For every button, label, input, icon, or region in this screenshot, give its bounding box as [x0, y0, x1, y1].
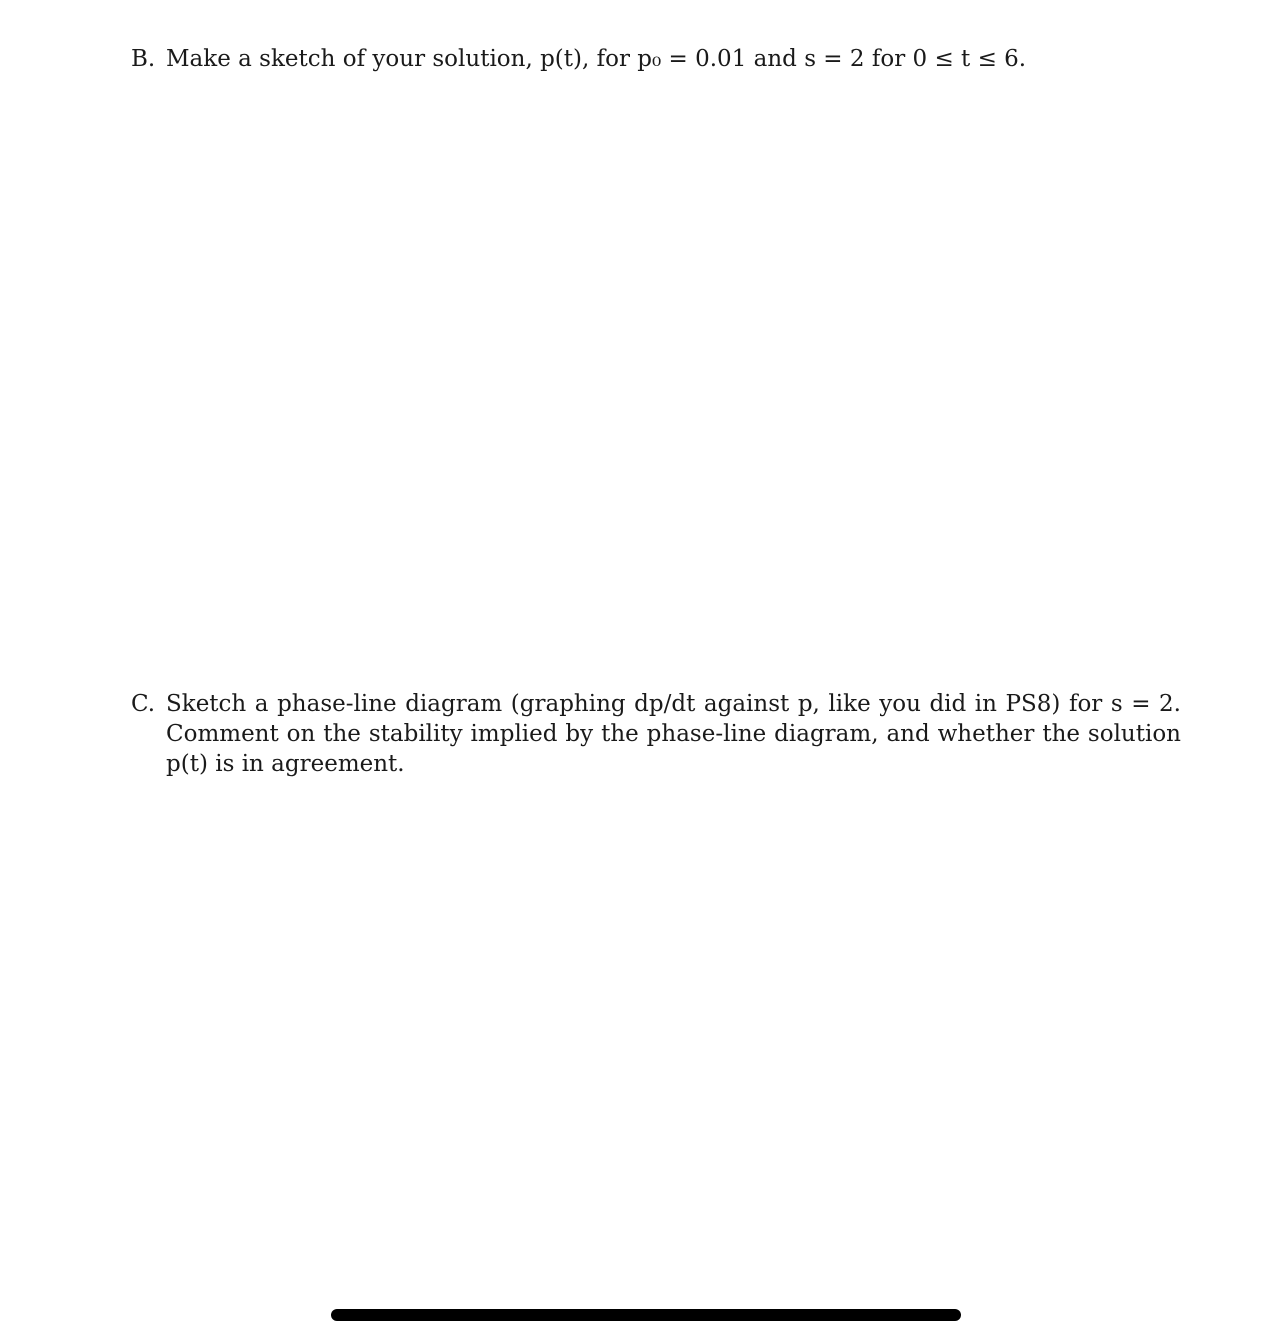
problem-c: [131, 689, 1181, 779]
problem-c-text: Sketch a phase-line diagram (graphing dp/dt against p, like you did in PS8) for s = 2. Comment on the stability implied by the phase-line diagram, and whether the solution p(t) is in agreement.: [166, 691, 1181, 777]
problem-b-text: Make a sketch of your solution, p(t), for p₀ = 0.01 and s = 2 for 0 ≤ t ≤ 6.: [166, 46, 1027, 72]
problem-b-label: B.: [131, 46, 156, 72]
problem-c-label: C.: [131, 691, 156, 717]
home-indicator-bar[interactable]: [331, 1309, 961, 1321]
problem-b: [131, 44, 1181, 74]
